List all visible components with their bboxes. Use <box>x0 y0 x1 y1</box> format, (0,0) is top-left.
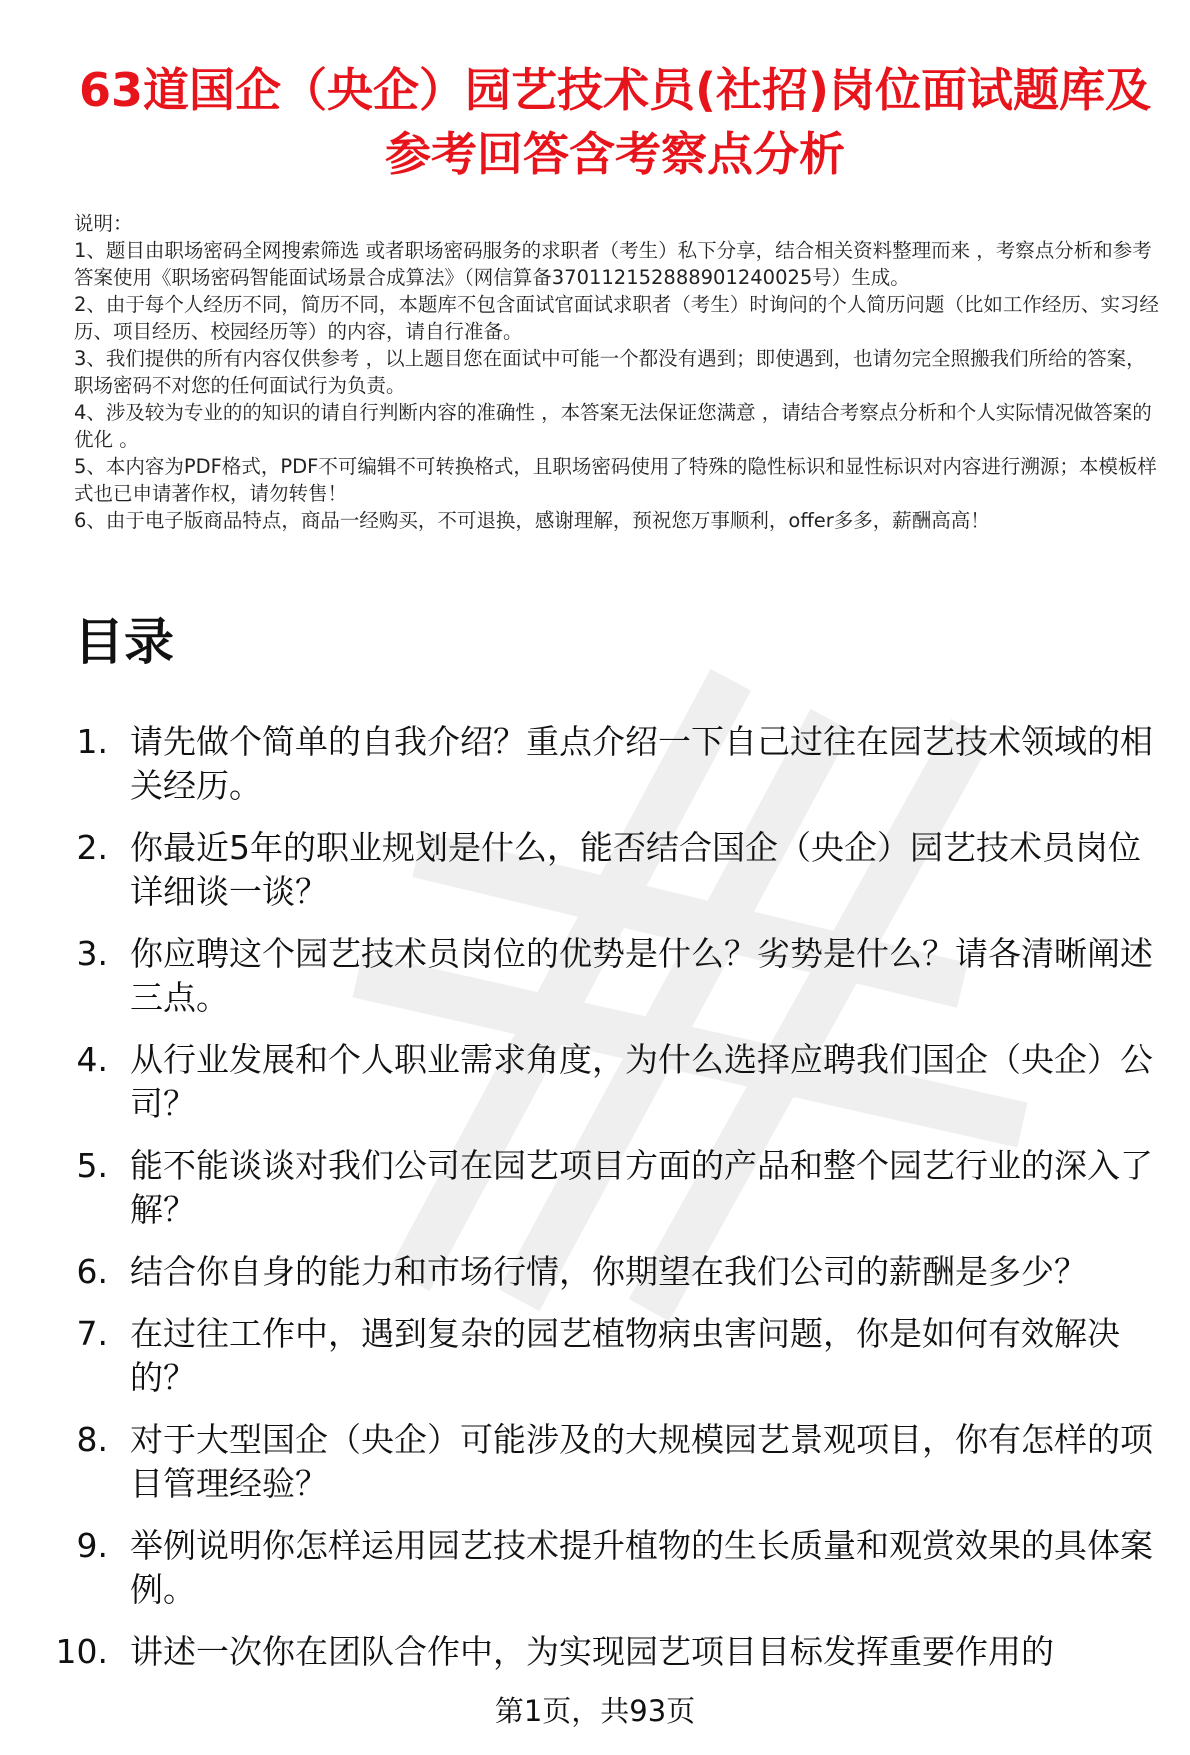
toc-item[interactable] <box>50 1144 1165 1232</box>
toc-item-number: 10. <box>55 1632 108 1671</box>
toc-item-number: 2. <box>76 828 108 867</box>
toc-item-text: 举例说明你怎样运用园艺技术提升植物的生长质量和观赏效果的具体案例。 <box>130 1526 1153 1609</box>
toc-item-number: 8. <box>76 1420 108 1459</box>
toc-item-number: 3. <box>76 934 108 973</box>
toc-item[interactable] <box>50 1038 1165 1126</box>
toc-item-text: 请先做个简单的自我介绍？重点介绍一下自己过往在园艺技术领域的相关经历。 <box>130 722 1153 805</box>
toc-item-text: 讲述一次你在团队合作中，为实现园艺项目目标发挥重要作用的 <box>130 1632 1054 1671</box>
toc-item[interactable] <box>50 1524 1165 1612</box>
toc-item-text: 能不能谈谈对我们公司在园艺项目方面的产品和整个园艺行业的深入了解？ <box>130 1146 1153 1229</box>
note-item: 4、涉及较为专业的的知识的请自行判断内容的准确性 ，本答案无法保证您满意 ，请结合考察点分析和个人实际情况做答案的优化 。 <box>74 401 1152 451</box>
toc-item-text: 你应聘这个园艺技术员岗位的优势是什么？劣势是什么？请各清晰阐述三点。 <box>130 934 1153 1017</box>
toc-item-number: 5. <box>76 1146 108 1185</box>
toc-heading: 目录 <box>74 613 174 671</box>
note-item: 5、本内容为PDF格式，PDF不可编辑不可转换格式，且职场密码使用了特殊的隐性标识和显性标识对内容进行溯源；本模板样式也已申请著作权，请勿转售！ <box>74 455 1157 505</box>
toc-item-number: 4. <box>76 1040 108 1079</box>
note-item: 1、题目由职场密码全网搜索筛选 或者职场密码服务的求职者（考生）私下分享，结合相关资料整理而来 ，考察点分析和参考答案使用《职场密码智能面试场景合成算法》（网信算备370112152888901240025号）生成。 <box>74 239 1152 289</box>
toc-item-text: 从行业发展和个人职业需求角度，为什么选择应聘我们国企（央企）公司？ <box>130 1040 1153 1123</box>
table-of-contents <box>50 720 1165 1692</box>
toc-item-text: 对于大型国企（央企）可能涉及的大规模园艺景观项目，你有怎样的项目管理经验？ <box>130 1420 1153 1503</box>
notes-section <box>74 210 1164 534</box>
toc-item-number: 6. <box>76 1252 108 1291</box>
toc-item[interactable] <box>50 720 1165 808</box>
note-item: 3、我们提供的所有内容仅供参考 ，以上题目您在面试中可能一个都没有遇到；即使遇到，也请勿完全照搬我们所给的答案，职场密码不对您的任何面试行为负责。 <box>74 347 1146 397</box>
toc-item[interactable] <box>50 1250 1165 1294</box>
note-item: 2、由于每个人经历不同，简历不同，本题库不包含面试官面试求职者（考生）时询问的个人简历问题（比如工作经历、实习经历、项目经历、校园经历等）的内容，请自行准备。 <box>74 293 1159 343</box>
toc-item[interactable] <box>50 1312 1165 1400</box>
toc-item-number: 9. <box>76 1526 108 1565</box>
toc-item[interactable] <box>50 1418 1165 1506</box>
page-footer: 第1页，共93页 <box>494 1694 696 1728</box>
note-item: 6、由于电子版商品特点，商品一经购买，不可退换，感谢理解，预祝您万事顺利，offer多多，薪酬高高！ <box>74 509 990 532</box>
toc-item-text: 在过往工作中，遇到复杂的园艺植物病虫害问题，你是如何有效解决的？ <box>130 1314 1120 1397</box>
toc-item[interactable] <box>50 932 1165 1020</box>
toc-item-number: 1. <box>76 722 108 761</box>
page-title: 63道国企（央企）园艺技术员(社招)岗位面试题库及参考回答含考察点分析 <box>78 63 1152 181</box>
toc-item[interactable] <box>50 826 1165 914</box>
toc-item-text: 你最近5年的职业规划是什么，能否结合国企（央企）园艺技术员岗位详细谈一谈？ <box>130 828 1141 911</box>
toc-item-text: 结合你自身的能力和市场行情，你期望在我们公司的薪酬是多少？ <box>130 1252 1087 1291</box>
toc-item[interactable] <box>50 1630 1165 1674</box>
notes-label: 说明： <box>74 212 133 235</box>
toc-item-number: 7. <box>76 1314 108 1353</box>
